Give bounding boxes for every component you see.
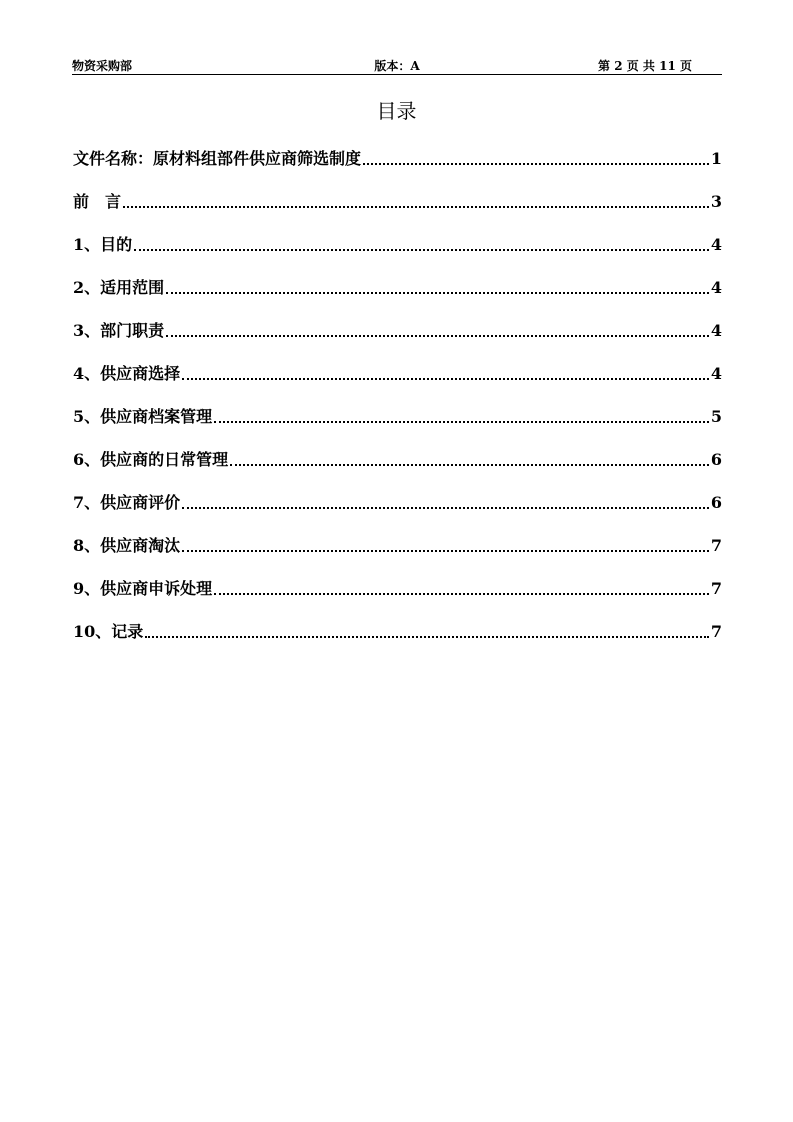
page-header <box>72 58 722 75</box>
toc-dot-leader <box>363 162 709 165</box>
toc-entry-label: 3、部门职责 <box>73 321 165 340</box>
toc-entry-supplier-records[interactable] <box>73 404 722 428</box>
toc-entry-page: 7 <box>710 579 722 598</box>
toc-entry-page: 5 <box>710 407 722 426</box>
toc-dot-leader <box>134 248 709 251</box>
toc-entry-label: 2、适用范围 <box>73 278 165 297</box>
toc-entry-scope[interactable] <box>73 275 722 299</box>
toc-entry-supplier-complaints[interactable] <box>73 576 722 600</box>
toc-entry-daily-management[interactable] <box>73 447 722 471</box>
toc-entry-label: 7、供应商评价 <box>73 493 181 512</box>
toc-entry-page: 1 <box>710 149 722 168</box>
toc-entry-label: 4、供应商选择 <box>73 364 181 383</box>
toc-dot-leader <box>123 205 709 208</box>
toc-dot-leader <box>214 420 709 423</box>
toc-entry-responsibilities[interactable] <box>73 318 722 342</box>
toc-entry-label: 6、供应商的日常管理 <box>73 450 229 469</box>
toc-entry-page: 6 <box>710 450 722 469</box>
toc-entry-page: 3 <box>710 192 722 211</box>
toc-entry-page: 4 <box>710 321 722 340</box>
header-department: 物资采购部 <box>72 59 133 73</box>
toc-entry-preface[interactable] <box>73 189 722 213</box>
toc-dot-leader <box>145 635 709 638</box>
toc-entry-supplier-evaluation[interactable] <box>73 490 722 514</box>
toc-entry-records[interactable] <box>73 619 722 643</box>
toc-entry-label: 前 言 <box>73 192 122 211</box>
toc-entry-purpose[interactable] <box>73 232 722 256</box>
toc-entry-page: 7 <box>710 536 722 555</box>
toc-entry-page: 4 <box>710 364 722 383</box>
toc-entry-label: 8、供应商淘汰 <box>73 536 181 555</box>
header-page-info: 第 2 页 共 11 页 <box>598 59 692 73</box>
toc-entry-page: 6 <box>710 493 722 512</box>
toc-title: 目录 <box>376 99 417 123</box>
toc-dot-leader <box>166 291 709 294</box>
toc-entry-file-name[interactable] <box>73 146 722 170</box>
toc-dot-leader <box>166 334 709 337</box>
toc-entry-page: 4 <box>710 278 722 297</box>
toc-entry-page: 7 <box>710 622 722 641</box>
toc-entry-label: 5、供应商档案管理 <box>73 407 213 426</box>
toc-dot-leader <box>214 592 709 595</box>
toc-dot-leader <box>182 506 709 509</box>
toc-entry-label: 9、供应商申诉处理 <box>73 579 213 598</box>
header-version: 版本：A <box>374 59 420 73</box>
toc-entry-page: 4 <box>710 235 722 254</box>
toc-dot-leader <box>182 377 709 380</box>
toc-entry-label: 1、目的 <box>73 235 133 254</box>
toc-dot-leader <box>182 549 709 552</box>
toc-entry-supplier-elimination[interactable] <box>73 533 722 557</box>
toc-entry-supplier-selection[interactable] <box>73 361 722 385</box>
toc-entry-label: 文件名称：原材料组部件供应商筛选制度 <box>73 149 362 168</box>
toc-entry-label: 10、记录 <box>73 622 144 641</box>
toc-dot-leader <box>230 463 709 466</box>
